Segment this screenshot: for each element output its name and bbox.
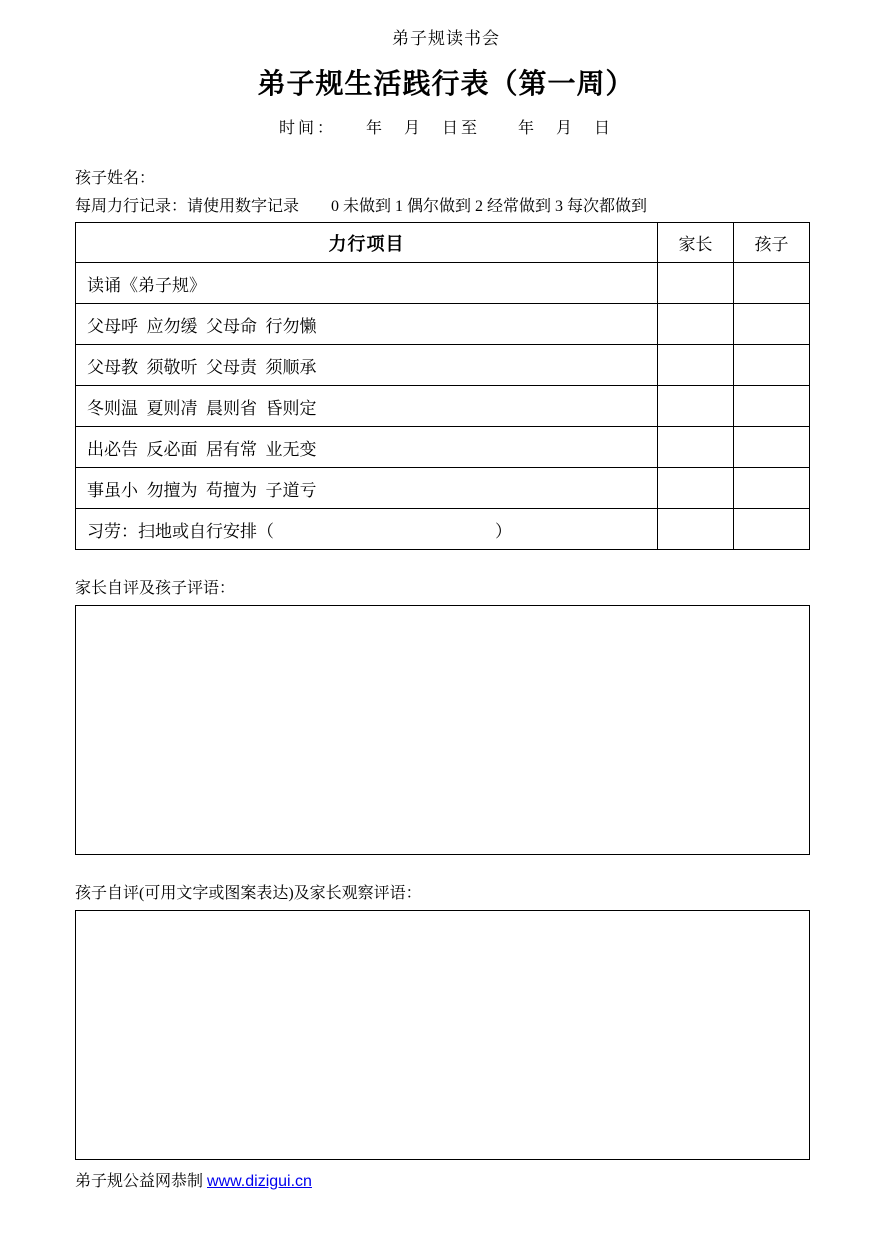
child-score-cell — [734, 345, 810, 386]
table-row — [76, 263, 810, 304]
parent-score-cell — [658, 345, 734, 386]
document-footer — [75, 1168, 810, 1191]
child-score-cell — [734, 263, 810, 304]
parent-comment-label: 家长自评及孩子评语： — [75, 580, 236, 597]
column-header-parent: 家长 — [658, 223, 734, 263]
table-row — [76, 345, 810, 386]
page-title: 弟子规生活践行表（第一周） — [257, 69, 635, 100]
practice-item-cell: 出必告 反必面 居有常 业无变 — [76, 427, 658, 468]
table-row — [76, 386, 810, 427]
child-comment-box — [75, 910, 810, 1160]
practice-item-cell: 读诵《弟子规》 — [76, 263, 658, 304]
table-row — [76, 509, 810, 550]
table-row — [76, 468, 810, 509]
column-header-item: 力行项目 — [76, 223, 658, 263]
parent-score-cell — [658, 386, 734, 427]
child-name-label: 孩子姓名： — [75, 170, 156, 187]
child-score-cell — [734, 386, 810, 427]
practice-item-cell: 父母教 须敬听 父母责 须顺承 — [76, 345, 658, 386]
child-score-cell — [734, 304, 810, 345]
table-header-row — [76, 223, 810, 263]
practice-table — [75, 222, 810, 550]
record-instruction: 每周力行记录：请使用数字记录 0 未做到 1 偶尔做到 2 经常做到 3 每次都做到 — [75, 198, 648, 215]
child-score-cell — [734, 509, 810, 550]
parent-score-cell — [658, 468, 734, 509]
table-row — [76, 304, 810, 345]
parent-score-cell — [658, 509, 734, 550]
parent-score-cell — [658, 263, 734, 304]
parent-score-cell — [658, 304, 734, 345]
table-row — [76, 427, 810, 468]
practice-item-cell: 父母呼 应勿缓 父母命 行勿懒 — [76, 304, 658, 345]
parent-comment-box — [75, 605, 810, 855]
practice-item-cell: 习劳：扫地或自行安排（ ） — [76, 509, 658, 550]
child-score-cell — [734, 468, 810, 509]
footer-credit: 弟子规公益网恭制 — [75, 1173, 204, 1190]
child-comment-label: 孩子自评(可用文字或图案表达)及家长观察评语： — [75, 885, 422, 902]
practice-item-cell: 冬则温 夏则凊 晨则省 昏则定 — [76, 386, 658, 427]
document-header — [0, 0, 892, 138]
club-name: 弟子规读书会 — [392, 29, 500, 48]
child-score-cell — [734, 427, 810, 468]
column-header-child: 孩子 — [734, 223, 810, 263]
footer-link[interactable]: www.dizigui.cn — [207, 1173, 312, 1190]
practice-item-cell: 事虽小 勿擅为 苟擅为 子道亏 — [76, 468, 658, 509]
parent-score-cell — [658, 427, 734, 468]
document-body — [75, 165, 810, 1191]
date-range-line: 时间： 年 月 日至 年 月 日 — [278, 120, 613, 137]
